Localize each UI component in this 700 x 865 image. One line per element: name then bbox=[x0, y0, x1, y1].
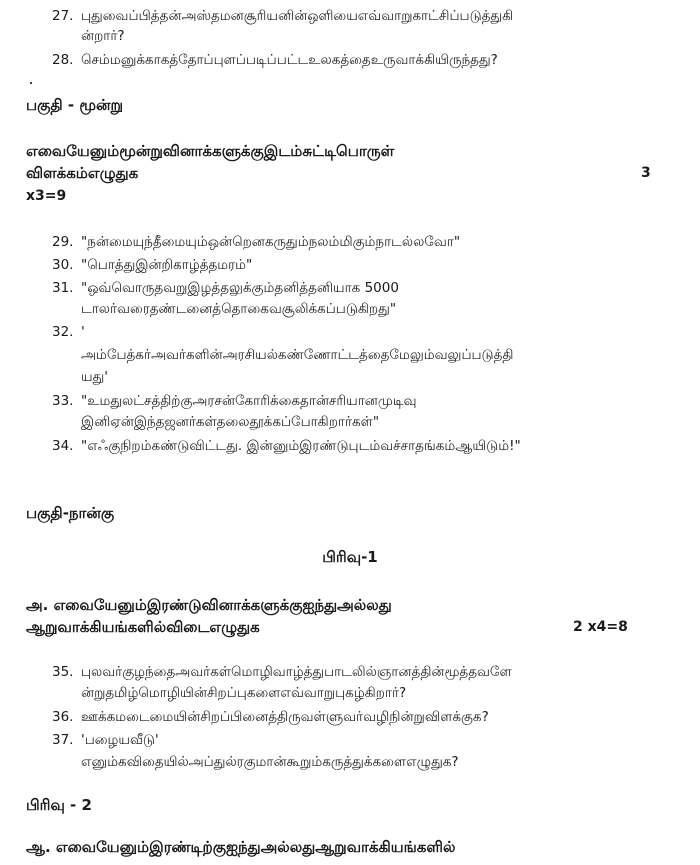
question-31 bbox=[52, 278, 692, 318]
question-text-line: "நன்மையுந்தீமையும்ஒன்றெனகருதும்நலம்மிகும்நாடல்லவோ" bbox=[81, 234, 461, 250]
stray-mark bbox=[30, 82, 32, 84]
question-30 bbox=[52, 255, 692, 275]
question-text-line: ' bbox=[81, 324, 85, 340]
question-text-line: செம்மனுக்காகத்தோப்புளப்படிப்பட்டஉலகத்தைஉருவாக்கியிருந்தது? bbox=[81, 52, 498, 68]
question-33 bbox=[52, 391, 692, 431]
question-text-line: "ஒவ்வொருதவறுஇழத்தலுக்கும்தனித்தனியாக 5000 bbox=[81, 280, 399, 296]
question-number: 29. bbox=[52, 234, 74, 250]
question-text-line: எனும்கவிதையில்அப்துல்ரகுமான்கூறும்கருத்துக்களைஎழுதுக? bbox=[81, 754, 459, 770]
question-34 bbox=[52, 436, 692, 456]
question-text-line: "எஃகுநிறம்கண்டுவிட்டது. இன்னும்இரண்டுபுடம்வச்சாதங்கம்ஆயிடும்!" bbox=[81, 438, 521, 454]
question-text-line: யது' bbox=[81, 369, 108, 385]
question-35 bbox=[52, 662, 692, 702]
section1-title: பிரிவு-1 bbox=[322, 548, 378, 566]
question-36 bbox=[52, 707, 692, 727]
part4-instruction-a2: ஆறுவாக்கியங்களில்விடைஎழுதுக bbox=[26, 618, 260, 636]
part4-marks-a: 2 x4=8 bbox=[573, 619, 628, 635]
section2-title: பிரிவு - 2 bbox=[26, 796, 92, 814]
part3-instruction-line2: விளக்கம்எழுதுக bbox=[26, 164, 139, 182]
part4-instruction-a: அ. எவையேனும்இரண்டுவினாக்களுக்குஐந்துஅல்லது bbox=[26, 596, 392, 614]
question-text-line: ஊக்கமடைமையின்சிறப்பினைத்திருவள்ளுவர்வழிநின்றுவிளக்குக? bbox=[81, 709, 489, 725]
question-number: 28. bbox=[52, 52, 74, 68]
question-number: 37. bbox=[52, 732, 74, 748]
question-number: 33. bbox=[52, 393, 74, 409]
part3-marks: 3 bbox=[641, 165, 651, 181]
question-text-line: "பொத்துஇன்றிகாழ்த்தமரம்" bbox=[81, 257, 253, 273]
part3-instruction-line1: எவையேனும்மூன்றுவினாக்களுக்குஇடம்சுட்டிபொருள் bbox=[26, 142, 395, 160]
question-number: 30. bbox=[52, 257, 74, 273]
question-text-line: இனிஏன்இந்தஜனர்கள்தலைதூக்கப்போகிறார்கள்" bbox=[81, 414, 380, 430]
question-number: 34. bbox=[52, 438, 74, 454]
part3-title: பகுதி - மூன்று bbox=[26, 96, 124, 114]
question-text-line: டாலர்வரைதண்டனைத்தொகைவசூலிக்கப்படுகிறது" bbox=[81, 301, 397, 317]
part3-marks-formula: x3=9 bbox=[26, 188, 67, 204]
question-37 bbox=[52, 730, 692, 770]
question-text-line: அம்பேத்கர்அவர்களின்அரசியல்கண்ணோட்டத்தைமேலும்வலுப்படுத்தி bbox=[81, 347, 514, 363]
question-number: 35. bbox=[52, 664, 74, 680]
question-number: 36. bbox=[52, 709, 74, 725]
question-29 bbox=[52, 232, 692, 252]
question-number: 27. bbox=[52, 8, 74, 24]
question-text-line: 'பழையவீடு' bbox=[81, 732, 159, 748]
question-text-line: புலவர்குழந்தைஅவர்கள்மொழிவாழ்த்துபாடலில்ஞானத்தின்மூத்தவளே bbox=[81, 664, 512, 680]
question-27 bbox=[52, 6, 692, 46]
question-28 bbox=[52, 50, 692, 70]
question-32 bbox=[52, 322, 692, 386]
question-text-line: ன்றார்? bbox=[81, 28, 125, 44]
question-text-line: "உமதுலட்சத்திற்குஅரசன்கோரிக்கைதான்சரியானமுடிவு bbox=[81, 393, 417, 409]
question-number: 32. bbox=[52, 324, 74, 340]
question-text-line: புதுவைப்பித்தன்அஸ்தமனசூரியனின்ஒளியைஎவ்வாறுகாட்சிப்படுத்துகி bbox=[81, 8, 514, 24]
question-number: 31. bbox=[52, 280, 74, 296]
part4-title: பகுதி-நான்கு bbox=[26, 504, 115, 522]
section2-instruction-b: ஆ. எவையேனும்இரண்டிற்குஐந்துஅல்லதுஆறுவாக்கியங்களில் bbox=[26, 838, 456, 856]
question-text-line: ன்றுதமிழ்மொழியின்சிறப்புகளைஎவ்வாறுபுகழ்கிறார்? bbox=[81, 685, 407, 701]
